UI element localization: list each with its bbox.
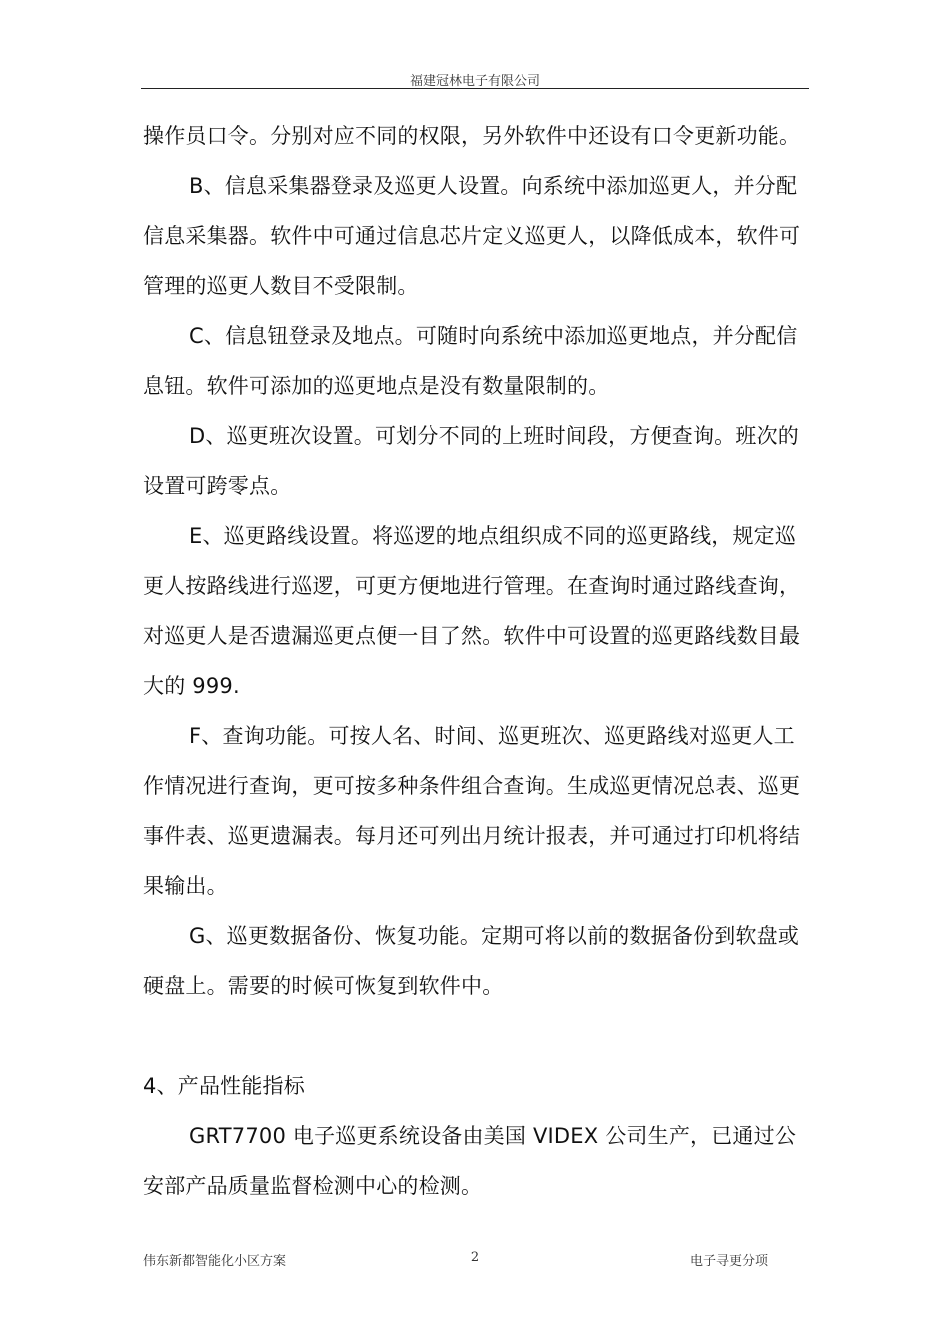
paragraph-item-c: C、信息钮登录及地点。可随时向系统中添加巡更地点，并分配信息钮。软件可添加的巡更地点是没有数量限制的。 — [143, 324, 798, 398]
document-body — [143, 111, 811, 1211]
paragraph-item-e: E、巡更路线设置。将巡逻的地点组织成不同的巡更路线，规定巡更人按路线进行巡逻，可更方便地进行管理。在查询时通过路线查询，对巡更人是否遗漏巡更点便一目了然。软件中可设置的巡更路线数目最大的 999. — [143, 524, 801, 698]
footer-page-number: 2 — [470, 1250, 480, 1265]
section-paragraph: GRT7700 电子巡更系统设备由美国 VIDEX 公司生产，已通过公安部产品质量监督检测中心的检测。 — [143, 1124, 797, 1198]
paragraph-item-f: F、查询功能。可按人名、时间、巡更班次、巡更路线对巡更人工作情况进行查询，更可按多种条件组合查询。生成巡更情况总表、巡更事件表、巡更遗漏表。每月还可列出月统计报表，并可通过打印机将结果输出。 — [143, 724, 801, 898]
section-spacer — [143, 1011, 811, 1061]
section-heading: 4、产品性能指标 — [143, 1074, 305, 1098]
paragraph-item-d: D、巡更班次设置。可划分不同的上班时间段，方便查询。班次的设置可跨零点。 — [143, 424, 799, 498]
page-header-company: 福建冠林电子有限公司 — [409, 74, 540, 89]
header-divider — [141, 88, 809, 89]
paragraph-operator-password: 操作员口令。分别对应不同的权限，另外软件中还设有口令更新功能。 — [143, 124, 801, 148]
paragraph-item-g: G、巡更数据备份、恢复功能。定期可将以前的数据备份到软盘或硬盘上。需要的时候可恢复到软件中。 — [143, 924, 800, 998]
footer-document-title: 伟东新都智能化小区方案 — [143, 1254, 287, 1269]
paragraph-item-b: B、信息采集器登录及巡更人设置。向系统中添加巡更人，并分配信息采集器。软件中可通过信息芯片定义巡更人，以降低成本，软件可管理的巡更人数目不受限制。 — [143, 174, 801, 298]
footer-section-name: 电子寻更分项 — [690, 1254, 769, 1269]
